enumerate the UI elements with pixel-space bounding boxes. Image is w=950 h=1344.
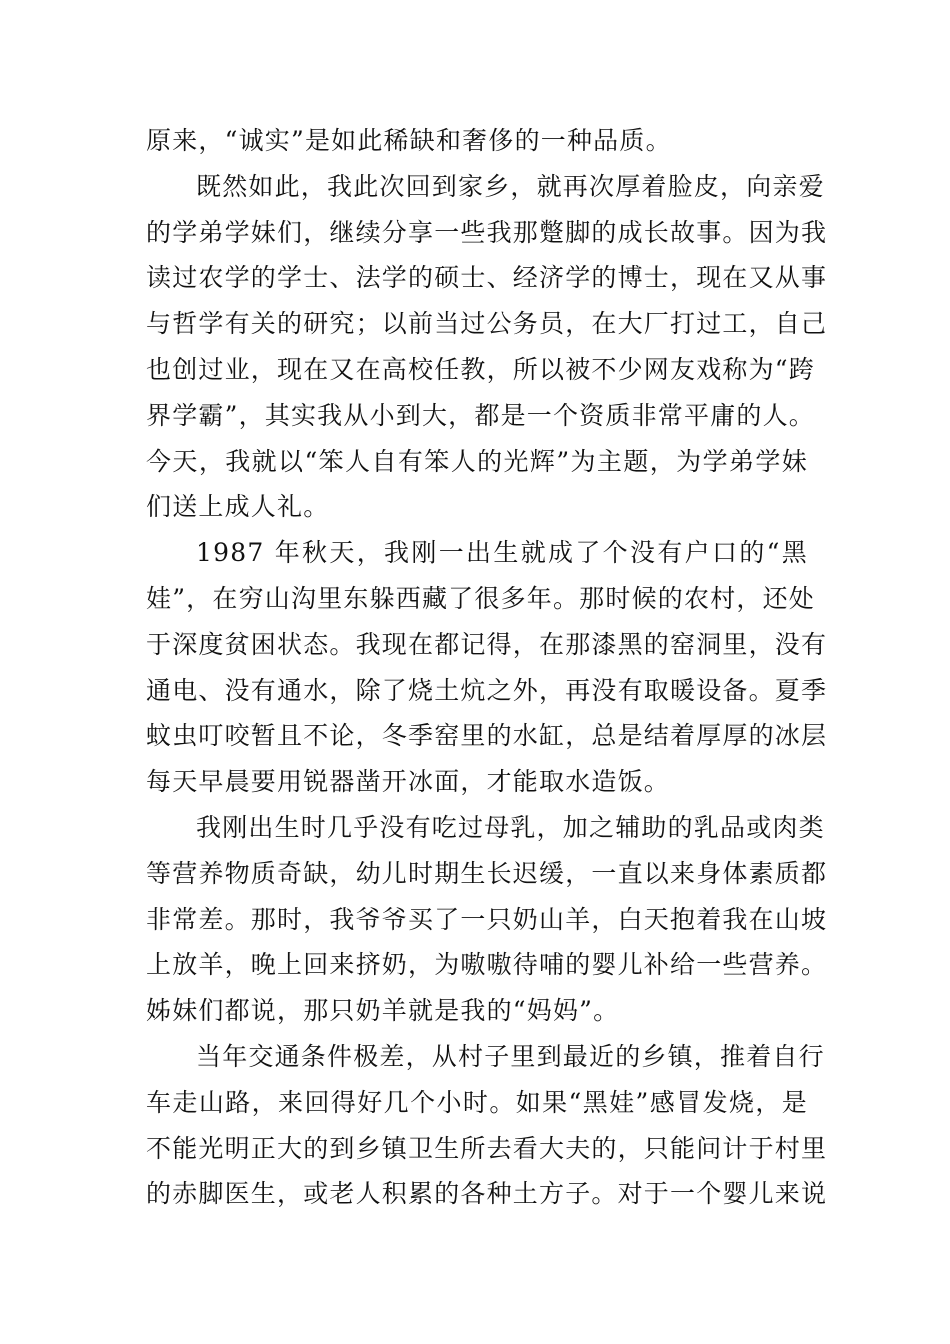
paragraph <box>146 530 828 805</box>
text-line: 娃”，在穷山沟里东躲西藏了很多年。那时候的农村，还处 <box>146 583 815 613</box>
body-text <box>146 118 828 1217</box>
text-line: 与哲学有关的研究；以前当过公务员，在大厂打过工，自己 <box>146 309 828 339</box>
text-line: 通电、没有通水，除了烧土炕之外，再没有取暖设备。夏季 <box>146 675 828 705</box>
text-line: 界学霸”，其实我从小到大，都是一个资质非常平庸的人。 <box>146 400 815 430</box>
paragraph <box>146 1034 828 1217</box>
text-line: 非常差。那时，我爷爷买了一只奶山羊，白天抱着我在山坡 <box>146 904 828 934</box>
text-line: 上放羊，晚上回来挤奶，为嗷嗷待哺的婴儿补给一些营养。 <box>146 950 828 980</box>
text-line: 我刚出生时几乎没有吃过母乳，加之辅助的乳品或肉类 <box>196 812 825 842</box>
paragraph <box>146 805 828 1034</box>
text-line: 不能光明正大的到乡镇卫生所去看大夫的，只能问计于村里 <box>146 1133 828 1163</box>
text-line: 于深度贫困状态。我现在都记得，在那漆黑的窑洞里，没有 <box>146 629 828 659</box>
text-line: 们送上成人礼。 <box>146 492 330 522</box>
text-line: 读过农学的学士、法学的硕士、经济学的博士，现在又从事 <box>146 263 828 293</box>
text-line: 也创过业，现在又在高校任教，所以被不少网友戏称为“跨 <box>146 354 815 384</box>
text-line: 1987 年秋天，我刚一出生就成了个没有户口的“黑 <box>196 538 808 568</box>
paragraph <box>146 118 808 164</box>
text-line: 车走山路，来回得好几个小时。如果“黑娃”感冒发烧，是 <box>146 1087 808 1117</box>
text-line: 每天早晨要用锐器凿开冰面，才能取水造饭。 <box>146 767 671 797</box>
text-line: 原来，“诚实”是如此稀缺和奢侈的一种品质。 <box>146 126 672 155</box>
text-line: 的学弟学妹们，继续分享一些我那蹩脚的成长故事。因为我 <box>146 217 828 247</box>
text-line: 当年交通条件极差，从村子里到最近的乡镇，推着自行 <box>196 1041 825 1071</box>
paragraph <box>146 164 828 530</box>
text-line: 的赤脚医生，或老人积累的各种土方子。对于一个婴儿来说 <box>146 1179 828 1209</box>
text-line: 姊妹们都说，那只奶羊就是我的“妈妈”。 <box>146 996 620 1026</box>
text-line: 今天，我就以“笨人自有笨人的光辉”为主题，为学弟学妹 <box>146 446 808 476</box>
text-line: 蚊虫叮咬暂且不论，冬季窑里的水缸，总是结着厚厚的冰层 <box>146 721 828 751</box>
text-line: 既然如此，我此次回到家乡，就再次厚着脸皮，向亲爱 <box>196 171 825 201</box>
text-line: 等营养物质奇缺，幼儿时期生长迟缓，一直以来身体素质都 <box>146 858 828 888</box>
